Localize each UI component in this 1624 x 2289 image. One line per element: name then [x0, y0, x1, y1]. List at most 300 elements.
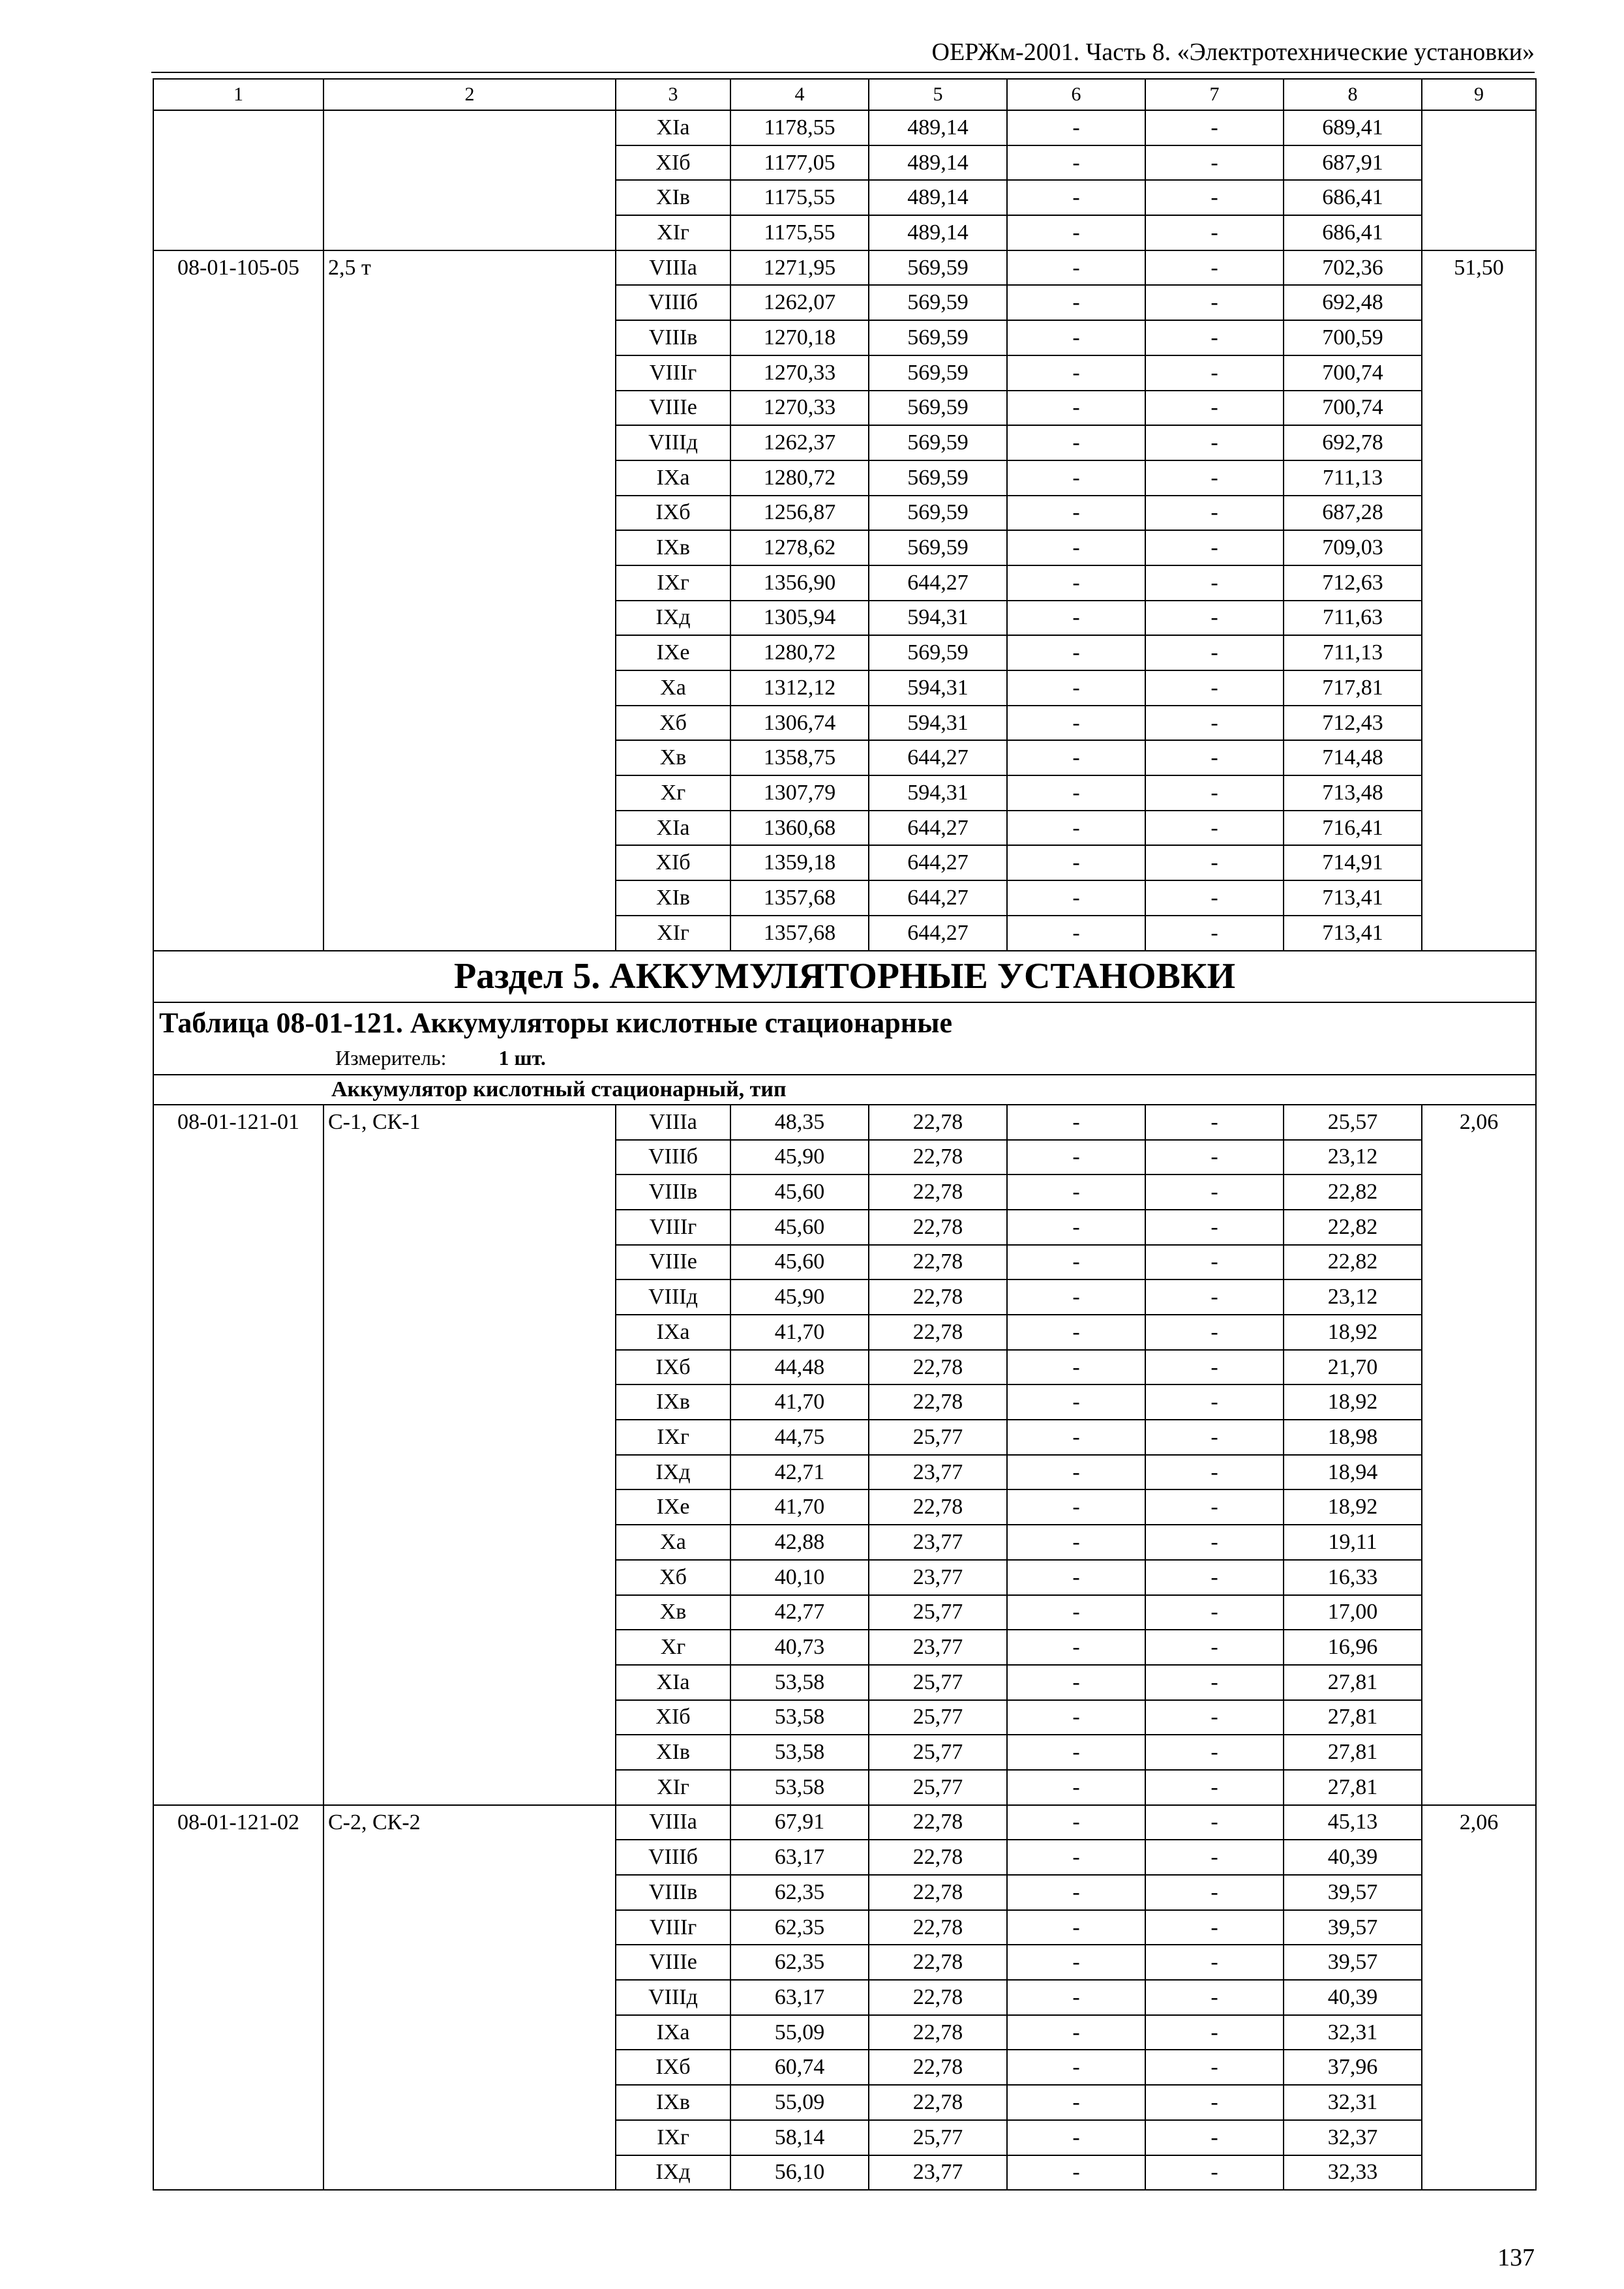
- table-row: [153, 110, 1536, 145]
- total-cost-cell: 63,17: [730, 1980, 869, 2015]
- materials-cost-cell: 713,41: [1284, 916, 1422, 951]
- materials-cost-cell: 32,31: [1284, 2085, 1422, 2120]
- total-cost-cell: 1270,33: [730, 355, 869, 391]
- machine-cost-cell: -: [1007, 1384, 1145, 1420]
- class-cell: VIIIа: [616, 250, 730, 286]
- machine-cost-cell: -: [1007, 880, 1145, 916]
- materials-cost-cell: 27,81: [1284, 1665, 1422, 1700]
- class-cell: IXб: [616, 1350, 730, 1385]
- total-cost-cell: 1357,68: [730, 880, 869, 916]
- table-row: [153, 1105, 1536, 1140]
- class-cell: IXа: [616, 460, 730, 496]
- materials-cost-cell: 712,63: [1284, 565, 1422, 601]
- materials-cost-cell: 717,81: [1284, 670, 1422, 706]
- materials-cost-cell: 39,57: [1284, 1945, 1422, 1980]
- table-row: [153, 1805, 1536, 1840]
- driver-wage-cell: -: [1145, 530, 1284, 565]
- column-number: 4: [730, 79, 869, 110]
- machine-cost-cell: -: [1007, 1279, 1145, 1315]
- labor-cost-cell: 644,27: [869, 845, 1007, 880]
- total-cost-cell: 53,58: [730, 1735, 869, 1770]
- class-cell: Xб: [616, 706, 730, 741]
- running-title: ОЕРЖм-2001. Часть 8. «Электротехнические установки»: [931, 38, 1535, 66]
- total-cost-cell: 1356,90: [730, 565, 869, 601]
- materials-cost-cell: 686,41: [1284, 215, 1422, 250]
- labor-cost-cell: 569,59: [869, 460, 1007, 496]
- meter-value: 1 шт.: [498, 1046, 546, 1070]
- class-cell: XIв: [616, 1735, 730, 1770]
- labor-cost-cell: 23,77: [869, 1455, 1007, 1490]
- total-cost-cell: 45,90: [730, 1140, 869, 1175]
- class-cell: VIIIд: [616, 425, 730, 460]
- total-cost-cell: 1271,95: [730, 250, 869, 286]
- driver-wage-cell: -: [1145, 1980, 1284, 2015]
- class-cell: IXд: [616, 2155, 730, 2191]
- machine-cost-cell: -: [1007, 811, 1145, 846]
- materials-cost-cell: 18,98: [1284, 1420, 1422, 1455]
- labor-cost-cell: 644,27: [869, 880, 1007, 916]
- machine-cost-cell: -: [1007, 355, 1145, 391]
- materials-cost-cell: 16,33: [1284, 1560, 1422, 1595]
- driver-wage-cell: -: [1145, 1279, 1284, 1315]
- driver-wage-cell: -: [1145, 1665, 1284, 1700]
- driver-wage-cell: -: [1145, 1420, 1284, 1455]
- labor-cost-cell: 569,59: [869, 530, 1007, 565]
- class-cell: XIа: [616, 811, 730, 846]
- materials-cost-cell: 712,43: [1284, 706, 1422, 741]
- class-cell: XIг: [616, 1770, 730, 1805]
- materials-cost-cell: 27,81: [1284, 1735, 1422, 1770]
- machine-cost-cell: -: [1007, 565, 1145, 601]
- labor-cost-cell: 22,78: [869, 1875, 1007, 1910]
- total-cost-cell: 53,58: [730, 1700, 869, 1735]
- class-cell: Xв: [616, 1595, 730, 1630]
- class-cell: IXв: [616, 530, 730, 565]
- driver-wage-cell: -: [1145, 1174, 1284, 1210]
- driver-wage-cell: -: [1145, 2050, 1284, 2085]
- class-cell: VIIIб: [616, 285, 730, 320]
- labor-cost-cell: 22,78: [869, 1315, 1007, 1350]
- driver-wage-cell: -: [1145, 565, 1284, 601]
- labor-cost-cell: 489,14: [869, 145, 1007, 181]
- labor-cost-cell: 25,77: [869, 1595, 1007, 1630]
- materials-cost-cell: 700,74: [1284, 355, 1422, 391]
- driver-wage-cell: -: [1145, 1350, 1284, 1385]
- driver-wage-cell: -: [1145, 496, 1284, 531]
- total-cost-cell: 1307,79: [730, 775, 869, 811]
- materials-cost-cell: 18,92: [1284, 1315, 1422, 1350]
- materials-cost-cell: 32,37: [1284, 2120, 1422, 2155]
- total-cost-cell: 1357,68: [730, 916, 869, 951]
- total-cost-cell: 1312,12: [730, 670, 869, 706]
- class-cell: XIб: [616, 845, 730, 880]
- materials-cost-cell: 22,82: [1284, 1174, 1422, 1210]
- driver-wage-cell: -: [1145, 601, 1284, 636]
- class-cell: XIв: [616, 880, 730, 916]
- total-cost-cell: 1177,05: [730, 145, 869, 181]
- class-cell: VIIIа: [616, 1105, 730, 1140]
- table-title-cell: [153, 1002, 1536, 1075]
- name-cell: [323, 110, 616, 250]
- machine-cost-cell: -: [1007, 1245, 1145, 1280]
- class-cell: Xв: [616, 740, 730, 775]
- machine-cost-cell: -: [1007, 2050, 1145, 2085]
- materials-cost-cell: 18,92: [1284, 1489, 1422, 1525]
- total-cost-cell: 48,35: [730, 1105, 869, 1140]
- materials-cost-cell: 32,33: [1284, 2155, 1422, 2191]
- driver-wage-cell: -: [1145, 2155, 1284, 2191]
- column-number-row: [153, 79, 1536, 110]
- driver-wage-cell: -: [1145, 1105, 1284, 1140]
- driver-wage-cell: -: [1145, 180, 1284, 215]
- machine-cost-cell: -: [1007, 1455, 1145, 1490]
- section-title: Раздел 5. АККУМУЛЯТОРНЫЕ УСТАНОВКИ: [153, 951, 1536, 1002]
- table-title-row: [153, 1002, 1536, 1075]
- materials-cost-cell: 39,57: [1284, 1910, 1422, 1945]
- materials-cost-cell: 39,57: [1284, 1875, 1422, 1910]
- machine-cost-cell: -: [1007, 215, 1145, 250]
- machine-cost-cell: -: [1007, 706, 1145, 741]
- group-title-row: [153, 1075, 1536, 1105]
- total-cost-cell: 1280,72: [730, 635, 869, 670]
- driver-wage-cell: -: [1145, 1525, 1284, 1560]
- driver-wage-cell: -: [1145, 1875, 1284, 1910]
- weight-cell: [1422, 110, 1536, 250]
- class-cell: IXе: [616, 1489, 730, 1525]
- machine-cost-cell: -: [1007, 2120, 1145, 2155]
- machine-cost-cell: -: [1007, 1560, 1145, 1595]
- materials-cost-cell: 37,96: [1284, 2050, 1422, 2085]
- machine-cost-cell: -: [1007, 285, 1145, 320]
- labor-cost-cell: 22,78: [869, 1105, 1007, 1140]
- driver-wage-cell: -: [1145, 880, 1284, 916]
- class-cell: XIб: [616, 145, 730, 181]
- materials-cost-cell: 692,78: [1284, 425, 1422, 460]
- driver-wage-cell: -: [1145, 1840, 1284, 1875]
- machine-cost-cell: -: [1007, 2015, 1145, 2050]
- total-cost-cell: 53,58: [730, 1665, 869, 1700]
- machine-cost-cell: -: [1007, 1700, 1145, 1735]
- labor-cost-cell: 23,77: [869, 2155, 1007, 2191]
- labor-cost-cell: 22,78: [869, 1489, 1007, 1525]
- labor-cost-cell: 25,77: [869, 1735, 1007, 1770]
- materials-cost-cell: 17,00: [1284, 1595, 1422, 1630]
- materials-cost-cell: 25,57: [1284, 1105, 1422, 1140]
- total-cost-cell: 44,48: [730, 1350, 869, 1385]
- driver-wage-cell: -: [1145, 1560, 1284, 1595]
- labor-cost-cell: 489,14: [869, 215, 1007, 250]
- labor-cost-cell: 22,78: [869, 1140, 1007, 1175]
- driver-wage-cell: -: [1145, 1805, 1284, 1840]
- total-cost-cell: 45,60: [730, 1245, 869, 1280]
- labor-cost-cell: 644,27: [869, 740, 1007, 775]
- class-cell: VIIIе: [616, 1245, 730, 1280]
- code-cell: 08-01-105-05: [153, 250, 323, 951]
- code-cell: 08-01-121-02: [153, 1805, 323, 2191]
- class-cell: Xа: [616, 670, 730, 706]
- driver-wage-cell: -: [1145, 460, 1284, 496]
- driver-wage-cell: -: [1145, 1595, 1284, 1630]
- total-cost-cell: 55,09: [730, 2015, 869, 2050]
- machine-cost-cell: -: [1007, 425, 1145, 460]
- driver-wage-cell: -: [1145, 1140, 1284, 1175]
- class-cell: IXг: [616, 565, 730, 601]
- machine-cost-cell: -: [1007, 391, 1145, 426]
- class-cell: XIб: [616, 1700, 730, 1735]
- labor-cost-cell: 644,27: [869, 811, 1007, 846]
- materials-cost-cell: 18,92: [1284, 1384, 1422, 1420]
- labor-cost-cell: 22,78: [869, 1945, 1007, 1980]
- total-cost-cell: 1256,87: [730, 496, 869, 531]
- total-cost-cell: 45,60: [730, 1174, 869, 1210]
- materials-cost-cell: 22,82: [1284, 1210, 1422, 1245]
- materials-cost-cell: 713,41: [1284, 880, 1422, 916]
- driver-wage-cell: -: [1145, 740, 1284, 775]
- driver-wage-cell: -: [1145, 1384, 1284, 1420]
- driver-wage-cell: -: [1145, 1489, 1284, 1525]
- materials-cost-cell: 32,31: [1284, 2015, 1422, 2050]
- class-cell: VIIIб: [616, 1140, 730, 1175]
- labor-cost-cell: 22,78: [869, 1210, 1007, 1245]
- total-cost-cell: 41,70: [730, 1384, 869, 1420]
- machine-cost-cell: -: [1007, 1350, 1145, 1385]
- total-cost-cell: 55,09: [730, 2085, 869, 2120]
- machine-cost-cell: -: [1007, 1420, 1145, 1455]
- materials-cost-cell: 16,96: [1284, 1630, 1422, 1665]
- column-number: 6: [1007, 79, 1145, 110]
- driver-wage-cell: -: [1145, 1210, 1284, 1245]
- meter-line: [335, 1046, 1530, 1070]
- materials-cost-cell: 22,82: [1284, 1245, 1422, 1280]
- machine-cost-cell: -: [1007, 320, 1145, 355]
- class-cell: VIIIб: [616, 1840, 730, 1875]
- machine-cost-cell: -: [1007, 2085, 1145, 2120]
- total-cost-cell: 67,91: [730, 1805, 869, 1840]
- total-cost-cell: 45,60: [730, 1210, 869, 1245]
- materials-cost-cell: 714,91: [1284, 845, 1422, 880]
- total-cost-cell: 1359,18: [730, 845, 869, 880]
- total-cost-cell: 56,10: [730, 2155, 869, 2191]
- class-cell: IXб: [616, 2050, 730, 2085]
- labor-cost-cell: 25,77: [869, 1420, 1007, 1455]
- machine-cost-cell: -: [1007, 1805, 1145, 1840]
- class-cell: Xг: [616, 775, 730, 811]
- machine-cost-cell: -: [1007, 1840, 1145, 1875]
- machine-cost-cell: -: [1007, 250, 1145, 286]
- machine-cost-cell: -: [1007, 670, 1145, 706]
- total-cost-cell: 62,35: [730, 1875, 869, 1910]
- machine-cost-cell: -: [1007, 145, 1145, 181]
- total-cost-cell: 1175,55: [730, 180, 869, 215]
- labor-cost-cell: 22,78: [869, 1245, 1007, 1280]
- machine-cost-cell: -: [1007, 1105, 1145, 1140]
- weight-cell: 2,06: [1422, 1105, 1536, 1805]
- driver-wage-cell: -: [1145, 2120, 1284, 2155]
- labor-cost-cell: 22,78: [869, 1174, 1007, 1210]
- labor-cost-cell: 594,31: [869, 601, 1007, 636]
- machine-cost-cell: -: [1007, 110, 1145, 145]
- labor-cost-cell: 25,77: [869, 1665, 1007, 1700]
- machine-cost-cell: -: [1007, 1595, 1145, 1630]
- class-cell: VIIIе: [616, 391, 730, 426]
- total-cost-cell: 42,77: [730, 1595, 869, 1630]
- driver-wage-cell: -: [1145, 635, 1284, 670]
- machine-cost-cell: -: [1007, 740, 1145, 775]
- machine-cost-cell: -: [1007, 496, 1145, 531]
- materials-cost-cell: 687,28: [1284, 496, 1422, 531]
- labor-cost-cell: 569,59: [869, 355, 1007, 391]
- total-cost-cell: 1270,18: [730, 320, 869, 355]
- class-cell: IXг: [616, 2120, 730, 2155]
- materials-cost-cell: 40,39: [1284, 1980, 1422, 2015]
- machine-cost-cell: -: [1007, 1910, 1145, 1945]
- total-cost-cell: 1360,68: [730, 811, 869, 846]
- materials-cost-cell: 709,03: [1284, 530, 1422, 565]
- class-cell: IXв: [616, 2085, 730, 2120]
- weight-cell: 51,50: [1422, 250, 1536, 951]
- table-title: Таблица 08-01-121. Аккумуляторы кислотные стационарные: [159, 1006, 952, 1039]
- total-cost-cell: 53,58: [730, 1770, 869, 1805]
- class-cell: IXд: [616, 601, 730, 636]
- labor-cost-cell: 644,27: [869, 565, 1007, 601]
- rates-table: [153, 78, 1537, 2191]
- labor-cost-cell: 25,77: [869, 1770, 1007, 1805]
- class-cell: XIг: [616, 916, 730, 951]
- labor-cost-cell: 22,78: [869, 1980, 1007, 2015]
- total-cost-cell: 1262,37: [730, 425, 869, 460]
- labor-cost-cell: 22,78: [869, 2085, 1007, 2120]
- machine-cost-cell: -: [1007, 1875, 1145, 1910]
- column-number: 2: [323, 79, 616, 110]
- total-cost-cell: 41,70: [730, 1315, 869, 1350]
- total-cost-cell: 60,74: [730, 2050, 869, 2085]
- column-number: 3: [616, 79, 730, 110]
- labor-cost-cell: 22,78: [869, 2015, 1007, 2050]
- total-cost-cell: 1306,74: [730, 706, 869, 741]
- labor-cost-cell: 23,77: [869, 1525, 1007, 1560]
- class-cell: VIIIг: [616, 1210, 730, 1245]
- labor-cost-cell: 22,78: [869, 1840, 1007, 1875]
- class-cell: IXб: [616, 496, 730, 531]
- materials-cost-cell: 40,39: [1284, 1840, 1422, 1875]
- class-cell: XIв: [616, 180, 730, 215]
- labor-cost-cell: 594,31: [869, 670, 1007, 706]
- group-title: Аккумулятор кислотный стационарный, тип: [153, 1075, 1536, 1105]
- labor-cost-cell: 22,78: [869, 1805, 1007, 1840]
- machine-cost-cell: -: [1007, 2155, 1145, 2191]
- driver-wage-cell: -: [1145, 1315, 1284, 1350]
- machine-cost-cell: -: [1007, 635, 1145, 670]
- materials-cost-cell: 18,94: [1284, 1455, 1422, 1490]
- materials-cost-cell: 687,91: [1284, 145, 1422, 181]
- class-cell: VIIIе: [616, 1945, 730, 1980]
- machine-cost-cell: -: [1007, 1210, 1145, 1245]
- name-cell: 2,5 т: [323, 250, 616, 951]
- machine-cost-cell: -: [1007, 1140, 1145, 1175]
- column-number: 1: [153, 79, 323, 110]
- column-number: 7: [1145, 79, 1284, 110]
- class-cell: VIIIд: [616, 1980, 730, 2015]
- machine-cost-cell: -: [1007, 845, 1145, 880]
- driver-wage-cell: -: [1145, 670, 1284, 706]
- machine-cost-cell: -: [1007, 1980, 1145, 2015]
- labor-cost-cell: 569,59: [869, 250, 1007, 286]
- driver-wage-cell: -: [1145, 391, 1284, 426]
- total-cost-cell: 42,88: [730, 1525, 869, 1560]
- machine-cost-cell: -: [1007, 775, 1145, 811]
- labor-cost-cell: 594,31: [869, 706, 1007, 741]
- driver-wage-cell: -: [1145, 1455, 1284, 1490]
- machine-cost-cell: -: [1007, 1770, 1145, 1805]
- driver-wage-cell: -: [1145, 1770, 1284, 1805]
- class-cell: VIIIа: [616, 1805, 730, 1840]
- materials-cost-cell: 23,12: [1284, 1279, 1422, 1315]
- class-cell: IXв: [616, 1384, 730, 1420]
- driver-wage-cell: -: [1145, 355, 1284, 391]
- class-cell: IXе: [616, 635, 730, 670]
- total-cost-cell: 62,35: [730, 1945, 869, 1980]
- total-cost-cell: 1358,75: [730, 740, 869, 775]
- driver-wage-cell: -: [1145, 1910, 1284, 1945]
- total-cost-cell: 62,35: [730, 1910, 869, 1945]
- materials-cost-cell: 700,59: [1284, 320, 1422, 355]
- driver-wage-cell: -: [1145, 2015, 1284, 2050]
- labor-cost-cell: 22,78: [869, 2050, 1007, 2085]
- labor-cost-cell: 22,78: [869, 1350, 1007, 1385]
- class-cell: Xа: [616, 1525, 730, 1560]
- materials-cost-cell: 700,74: [1284, 391, 1422, 426]
- machine-cost-cell: -: [1007, 1489, 1145, 1525]
- labor-cost-cell: 22,78: [869, 1384, 1007, 1420]
- labor-cost-cell: 569,59: [869, 635, 1007, 670]
- column-number: 8: [1284, 79, 1422, 110]
- total-cost-cell: 40,10: [730, 1560, 869, 1595]
- total-cost-cell: 1178,55: [730, 110, 869, 145]
- labor-cost-cell: 489,14: [869, 110, 1007, 145]
- machine-cost-cell: -: [1007, 1735, 1145, 1770]
- driver-wage-cell: -: [1145, 1245, 1284, 1280]
- total-cost-cell: 63,17: [730, 1840, 869, 1875]
- materials-cost-cell: 689,41: [1284, 110, 1422, 145]
- driver-wage-cell: -: [1145, 110, 1284, 145]
- labor-cost-cell: 489,14: [869, 180, 1007, 215]
- driver-wage-cell: -: [1145, 1630, 1284, 1665]
- total-cost-cell: 44,75: [730, 1420, 869, 1455]
- driver-wage-cell: -: [1145, 1735, 1284, 1770]
- driver-wage-cell: -: [1145, 845, 1284, 880]
- total-cost-cell: 1270,33: [730, 391, 869, 426]
- machine-cost-cell: -: [1007, 460, 1145, 496]
- machine-cost-cell: -: [1007, 1525, 1145, 1560]
- labor-cost-cell: 594,31: [869, 775, 1007, 811]
- class-cell: Xг: [616, 1630, 730, 1665]
- driver-wage-cell: -: [1145, 285, 1284, 320]
- total-cost-cell: 1278,62: [730, 530, 869, 565]
- class-cell: VIIIв: [616, 320, 730, 355]
- labor-cost-cell: 23,77: [869, 1560, 1007, 1595]
- section-row: [153, 951, 1536, 1002]
- table-row: [153, 250, 1536, 286]
- driver-wage-cell: -: [1145, 2085, 1284, 2120]
- total-cost-cell: 45,90: [730, 1279, 869, 1315]
- class-cell: VIIIв: [616, 1875, 730, 1910]
- labor-cost-cell: 644,27: [869, 916, 1007, 951]
- class-cell: IXа: [616, 2015, 730, 2050]
- class-cell: VIIIг: [616, 355, 730, 391]
- labor-cost-cell: 569,59: [869, 391, 1007, 426]
- driver-wage-cell: -: [1145, 775, 1284, 811]
- materials-cost-cell: 713,48: [1284, 775, 1422, 811]
